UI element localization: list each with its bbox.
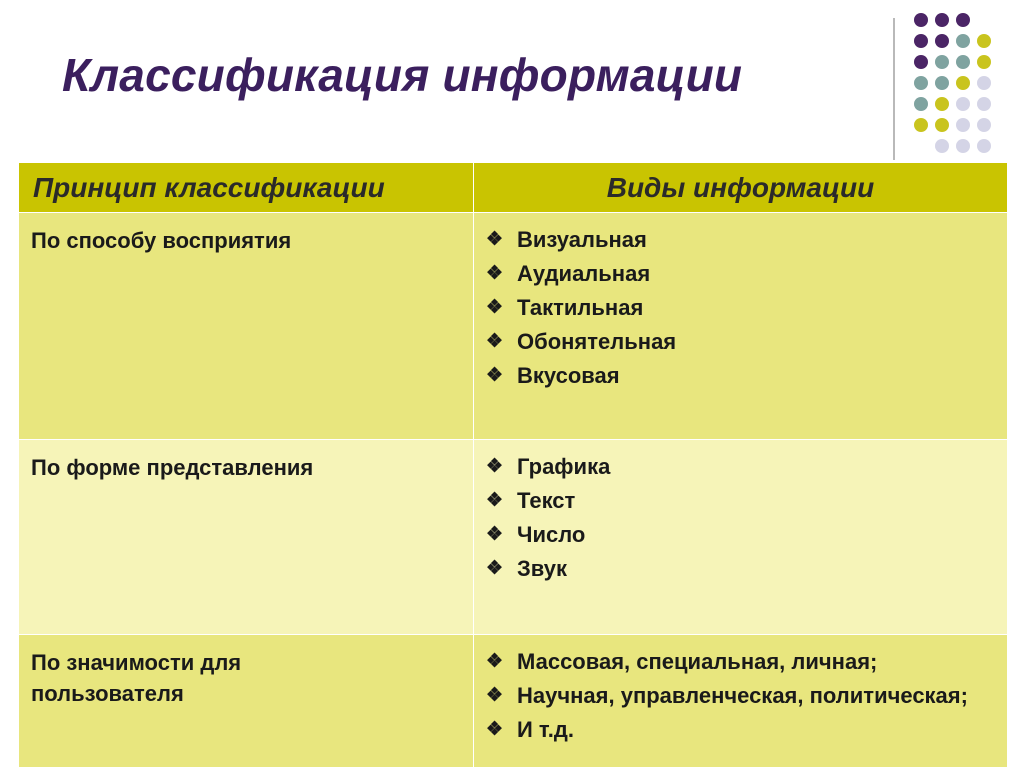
- decorative-dot: [935, 76, 949, 90]
- decorative-dot: [956, 55, 970, 69]
- decorative-dot: [935, 118, 949, 132]
- page-title: Классификация информации: [62, 49, 743, 101]
- decorative-dot: [935, 97, 949, 111]
- list-item: [484, 450, 997, 484]
- diamond-bullet-icon: ❖: [486, 456, 504, 477]
- decorative-dot: [935, 139, 949, 153]
- header-types: Виды информации: [474, 163, 1008, 213]
- list-item: [484, 484, 997, 518]
- diamond-bullet-icon: ❖: [486, 229, 504, 250]
- decorative-dot: [914, 34, 928, 48]
- diamond-bullet-icon: ❖: [486, 558, 504, 579]
- list-item-text: Число: [517, 522, 586, 547]
- list-item-text: Вкусовая: [517, 363, 620, 388]
- decorative-dot: [977, 97, 991, 111]
- diamond-bullet-icon: ❖: [486, 331, 504, 352]
- list-item-text: И т.д.: [517, 717, 574, 742]
- types-cell: [474, 213, 1008, 440]
- diamond-bullet-icon: ❖: [486, 297, 504, 318]
- types-list: [484, 223, 997, 393]
- decorative-dot: [914, 76, 928, 90]
- list-item: [484, 257, 997, 291]
- decorative-dot: [914, 55, 928, 69]
- decorative-dot: [956, 13, 970, 27]
- diamond-bullet-icon: ❖: [486, 524, 504, 545]
- decorative-dot: [956, 97, 970, 111]
- header-principle: Принцип классификации: [19, 163, 474, 213]
- principle-cell: По значимости для пользователя: [19, 635, 474, 767]
- decorative-dot: [956, 76, 970, 90]
- list-item-text: Массовая, специальная, личная;: [517, 649, 878, 674]
- principle-cell: По форме представления: [19, 440, 474, 635]
- list-item: [484, 325, 997, 359]
- decorative-dot: [956, 118, 970, 132]
- diamond-bullet-icon: ❖: [486, 263, 504, 284]
- list-item: [484, 223, 997, 257]
- decorative-dot: [935, 34, 949, 48]
- list-item: [484, 291, 997, 325]
- decorative-dot: [914, 13, 928, 27]
- decorative-dot: [935, 13, 949, 27]
- types-list: [484, 645, 997, 747]
- decorative-dot: [977, 76, 991, 90]
- list-item-text: Научная, управленческая, политическая;: [517, 683, 968, 708]
- list-item-text: Аудиальная: [517, 261, 651, 286]
- list-item-text: Графика: [517, 454, 611, 479]
- list-item-text: Обонятельная: [517, 329, 677, 354]
- decorative-dot: [914, 97, 928, 111]
- diamond-bullet-icon: ❖: [486, 651, 504, 672]
- types-cell: [474, 440, 1008, 635]
- list-item: [484, 713, 997, 747]
- table-row: [19, 635, 1008, 767]
- list-item-text: Звук: [517, 556, 568, 581]
- decorative-dot: [977, 118, 991, 132]
- decorative-dot: [977, 55, 991, 69]
- classification-table: [18, 162, 1008, 767]
- table-header-row: [19, 163, 1008, 213]
- diamond-bullet-icon: ❖: [486, 490, 504, 511]
- decorative-dot: [935, 55, 949, 69]
- list-item: [484, 679, 997, 713]
- decorative-dot: [977, 34, 991, 48]
- diamond-bullet-icon: ❖: [486, 685, 504, 706]
- decorative-dot: [914, 118, 928, 132]
- diamond-bullet-icon: ❖: [486, 719, 504, 740]
- diamond-bullet-icon: ❖: [486, 365, 504, 386]
- list-item: [484, 518, 997, 552]
- decorative-dot: [956, 139, 970, 153]
- list-item-text: Визуальная: [517, 227, 647, 252]
- types-cell: [474, 635, 1008, 767]
- types-list: [484, 450, 997, 586]
- list-item: [484, 359, 997, 393]
- principle-cell: По способу восприятия: [19, 213, 474, 440]
- decorative-dot: [956, 34, 970, 48]
- table-row: [19, 440, 1008, 635]
- table-row: [19, 213, 1008, 440]
- list-item: [484, 552, 997, 586]
- list-item-text: Текст: [517, 488, 576, 513]
- list-item-text: Тактильная: [517, 295, 644, 320]
- divider-line: [893, 18, 895, 160]
- decorative-dot: [977, 139, 991, 153]
- list-item: [484, 645, 997, 679]
